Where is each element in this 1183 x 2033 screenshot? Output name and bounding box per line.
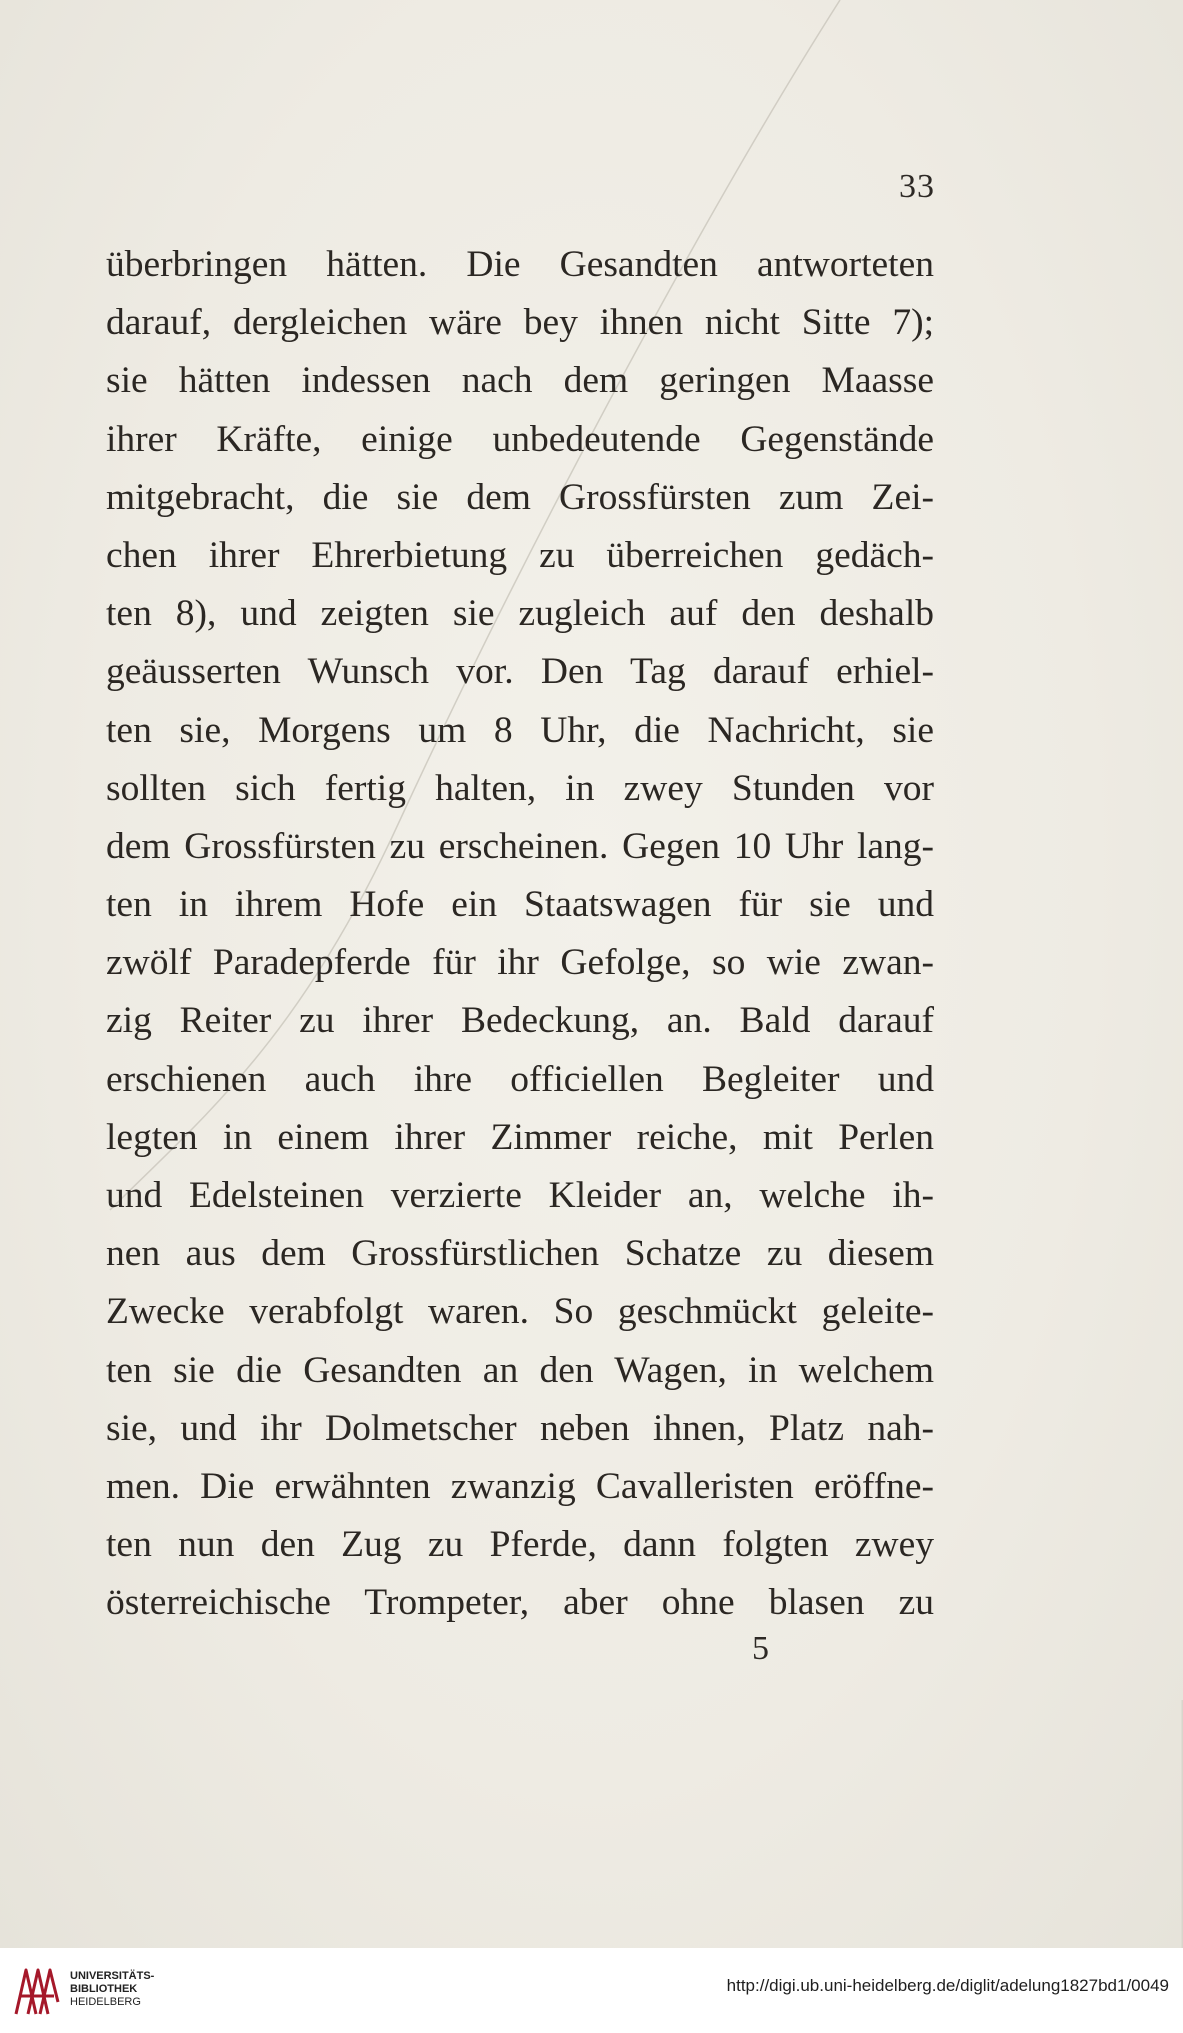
source-url-link[interactable]: http://digi.ub.uni-heidelberg.de/diglit/adelung1827bd1/0049 xyxy=(726,1976,1169,1995)
printer-signature-mark: 5 xyxy=(752,1630,769,1667)
text-line-14: zig Reiter zu ihrer Bedeckung, an. Bald darauf xyxy=(106,1000,934,1042)
text-line-7: ten 8), und zeigten sie zugleich auf den deshalb xyxy=(106,593,934,635)
text-line-13: zwölf Paradepferde für ihr Gefolge, so wie zwan- xyxy=(106,942,934,984)
library-name xyxy=(70,1970,154,2009)
text-line-1: überbringen hätten. Die Gesandten antworteten xyxy=(106,244,934,285)
text-line-3: sie hätten indessen nach dem geringen Maasse xyxy=(106,360,934,402)
text-line-9: ten sie, Morgens um 8 Uhr, die Nachricht, sie xyxy=(106,709,934,751)
text-line-21: sie, und ihr Dolmetscher neben ihnen, Platz nah- xyxy=(106,1407,934,1449)
text-line-2: darauf, dergleichen wäre bey ihnen nicht Sitte 7); xyxy=(106,302,934,344)
library-name-line-1: UNIVERSITÄTS- xyxy=(70,1970,155,1982)
text-line-23: ten nun den Zug zu Pferde, dann folgten zwey xyxy=(106,1524,934,1566)
text-line-10: sollten sich fertig halten, in zwey Stunden vor xyxy=(106,767,934,809)
text-line-18: nen aus dem Grossfürstlichen Schatze zu diesem xyxy=(106,1233,934,1275)
text-line-20: ten sie die Gesandten an den Wagen, in welchem xyxy=(106,1349,934,1391)
text-line-5: mitgebracht, die sie dem Grossfürsten zum Zei- xyxy=(106,476,934,518)
text-line-15: erschienen auch ihre officiellen Begleiter und xyxy=(106,1058,934,1100)
page-number: 33 xyxy=(899,168,935,205)
library-name-line-2: BIBLIOTHEK xyxy=(70,1983,138,1995)
text-line-12: ten in ihrem Hofe ein Staatswagen für sie und xyxy=(106,884,934,926)
text-line-19: Zwecke verabfolgt waren. So geschmückt geleite- xyxy=(106,1291,934,1333)
heidelberg-library-logo-icon xyxy=(12,1962,62,2020)
text-line-8: geäusserten Wunsch vor. Den Tag darauf erhiel- xyxy=(106,651,934,693)
text-line-17: und Edelsteinen verzierte Kleider an, welche ih- xyxy=(106,1175,934,1216)
library-name-line-3: HEIDELBERG xyxy=(70,1996,141,2008)
body-text xyxy=(106,236,934,1633)
text-line-4: ihrer Kräfte, einige unbedeutende Gegenstände xyxy=(106,418,934,460)
text-line-22: men. Die erwähnten zwanzig Cavalleristen eröffne- xyxy=(106,1465,934,1507)
text-line-16: legten in einem ihrer Zimmer reiche, mit Perlen xyxy=(106,1116,934,1158)
footer-bar xyxy=(0,1948,1183,2033)
text-line-11: dem Grossfürsten zu erscheinen. Gegen 10 Uhr lang- xyxy=(106,825,934,867)
text-line-24: österreichische Trompeter, aber ohne blasen zu xyxy=(106,1582,934,1624)
text-line-6: chen ihrer Ehrerbietung zu überreichen gedäch- xyxy=(106,534,934,576)
